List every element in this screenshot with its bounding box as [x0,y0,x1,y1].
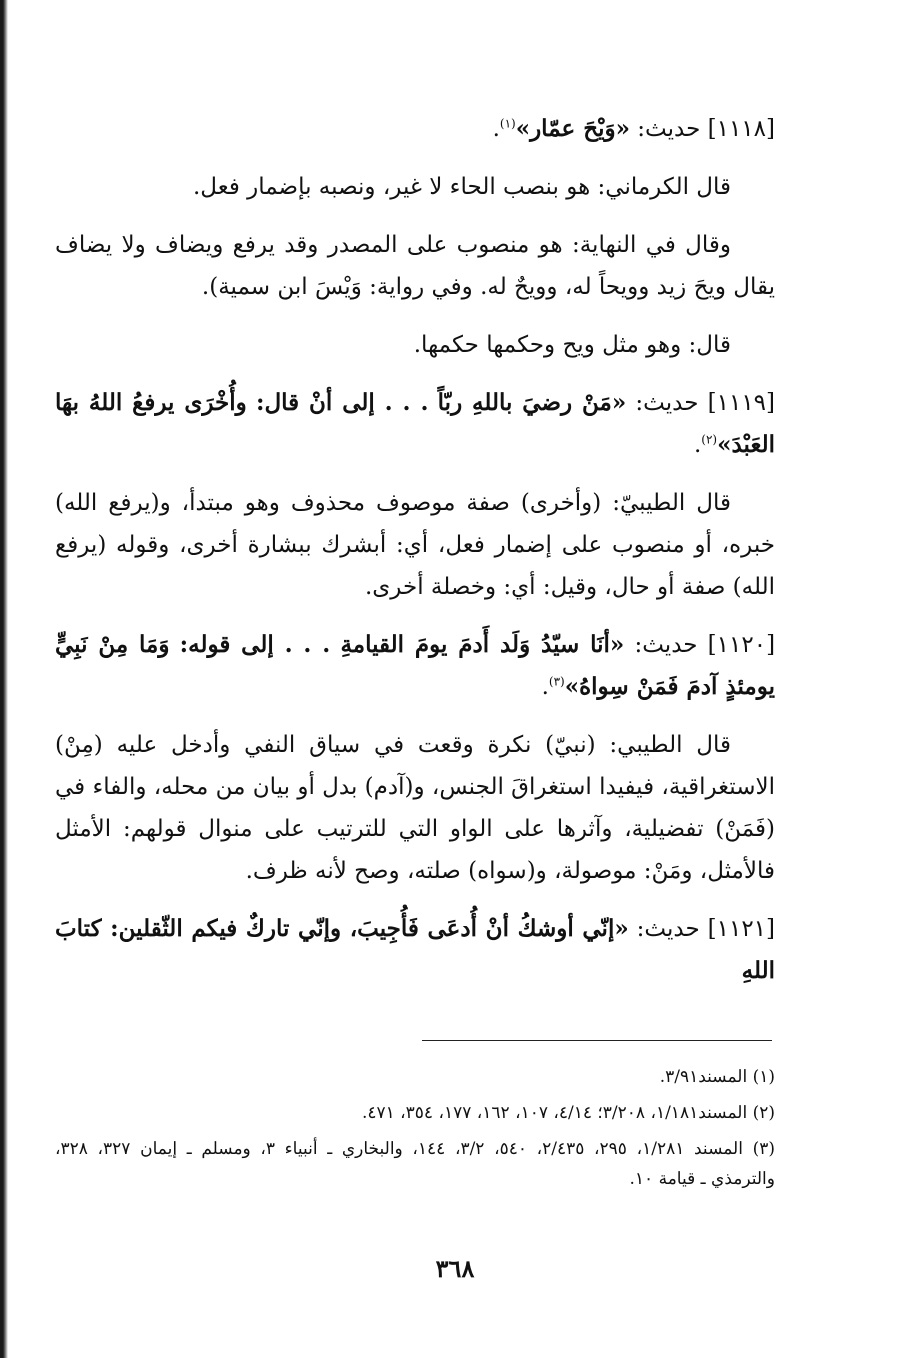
commentary-kirmani: قال الكرماني: هو بنصب الحاء لا غير، ونصبه بإضمار فعل. [193,174,731,200]
hadith-text: «مَنْ رضيَ باللهِ ربّاً [437,389,627,416]
hadith-text-continued: وَمَا مِنْ نَبِيٍّ يومئذٍ آدمَ فَمَنْ سِواهُ» [55,631,775,700]
hadith-number: [١١٢١] [707,916,776,942]
hadith-text: «وَيْحَ عمّار» [515,115,630,142]
commentary-tibi-2: قال الطيبي: (نبيّ) نكرة وقعت في سياق النفي وأدخل عليه (مِنْ) الاستغراقية، فيفيدا استغراقَ الجنس، و(آدم) بدل أو بيان من محله، والفاء في (فَمَنْ) تفضيلية، وآثرها على الواو التي للترتيب على منوال قولهم: الأمثل فالأمثل، ومَنْ: موصولة، و(سواه) صلته، وصح لأنه ظرف. [55,732,776,884]
hadith-end: . [541,674,549,700]
hadith-label: حديث: [637,116,701,142]
hadith-1118 [55,108,775,150]
page-number: ٣٦٨ [435,1254,475,1283]
footnotes [55,1062,775,1200]
hadith-number: [١١١٩] [707,390,776,416]
commentary-nihaya: وقال في النهاية: هو منصوب على المصدر وقد يرفع ويضاف ولا يضاف يقال ويحَ زيد وويحاً له، وويحٌ له. وفي رواية: وَيْسَ ابن سمية). [55,232,775,300]
footnote-divider [422,1040,772,1041]
hadith-number: [١١١٨] [707,116,775,142]
scan-left-edge [0,0,8,1358]
hadith-end: . [693,432,702,458]
hadith-text-continued: وأُخْرَى يرفعُ اللهُ بهَا العَبْدَ» [55,389,775,458]
hadith-number: [١١٢٠] [707,632,776,658]
hadith-end: . [492,116,500,142]
footnote-3: (٣) المسند ١/٢٨١، ٢٩٥، ٢/٤٣٥، ٥٤٠، ٣/٢، ١٤٤، والبخاري ـ أنبياء ٣، ومسلم ـ إيمان ٣٢٧، ٣٢٨، والترمذي ـ قيامة ١٠. [55,1139,776,1189]
hadith-1121 [55,908,775,992]
footnote-marker: (٣) [548,674,565,689]
hadith-ellipsis: . . . إلى أنْ قال: [255,389,429,416]
commentary-qala: قال: وهو مثل ويح وحكمها حكمها. [413,332,731,358]
hadith-1119 [55,382,775,466]
hadith-label: حديث: [636,916,700,942]
hadith-ellipsis: . . . إلى قوله: [179,631,331,658]
hadith-text: «إنّي أوشكُ أنْ أُدعَى فَأُجِيبَ، وإنّي تاركٌ فيكم الثّقلين: كتابَ اللهِ [55,915,775,984]
hadith-text: «أنَا سيّدُ وَلَد أَدمَ يومَ القيامةِ [340,631,625,658]
footnote-1: (١) المسند٣/٩١. [659,1067,775,1087]
footnote-2: (٢) المسند١/١٨١، ٣/٢٠٨؛ ٤/١٤، ١٠٧، ١٦٢، ١٧٧، ٣٥٤، ٤٧١. [361,1103,775,1123]
hadith-label: حديث: [634,632,698,658]
footnote-marker: (٢) [701,432,718,447]
footnote-marker: (١) [499,116,516,131]
page-body [55,108,775,1008]
hadith-label: حديث: [635,390,699,416]
commentary-tibi-1: قال الطيبيّ: (وأخرى) صفة موصوف محذوف وهو مبتدأ، و(يرفع الله) خبره، أو منصوب على إضمار فعل، أي: أبشرك ببشارة أخرى، وقوله (يرفع الله) صفة أو حال، وقيل: أي: وخصلة أخرى. [55,490,775,600]
hadith-1120 [55,624,775,708]
